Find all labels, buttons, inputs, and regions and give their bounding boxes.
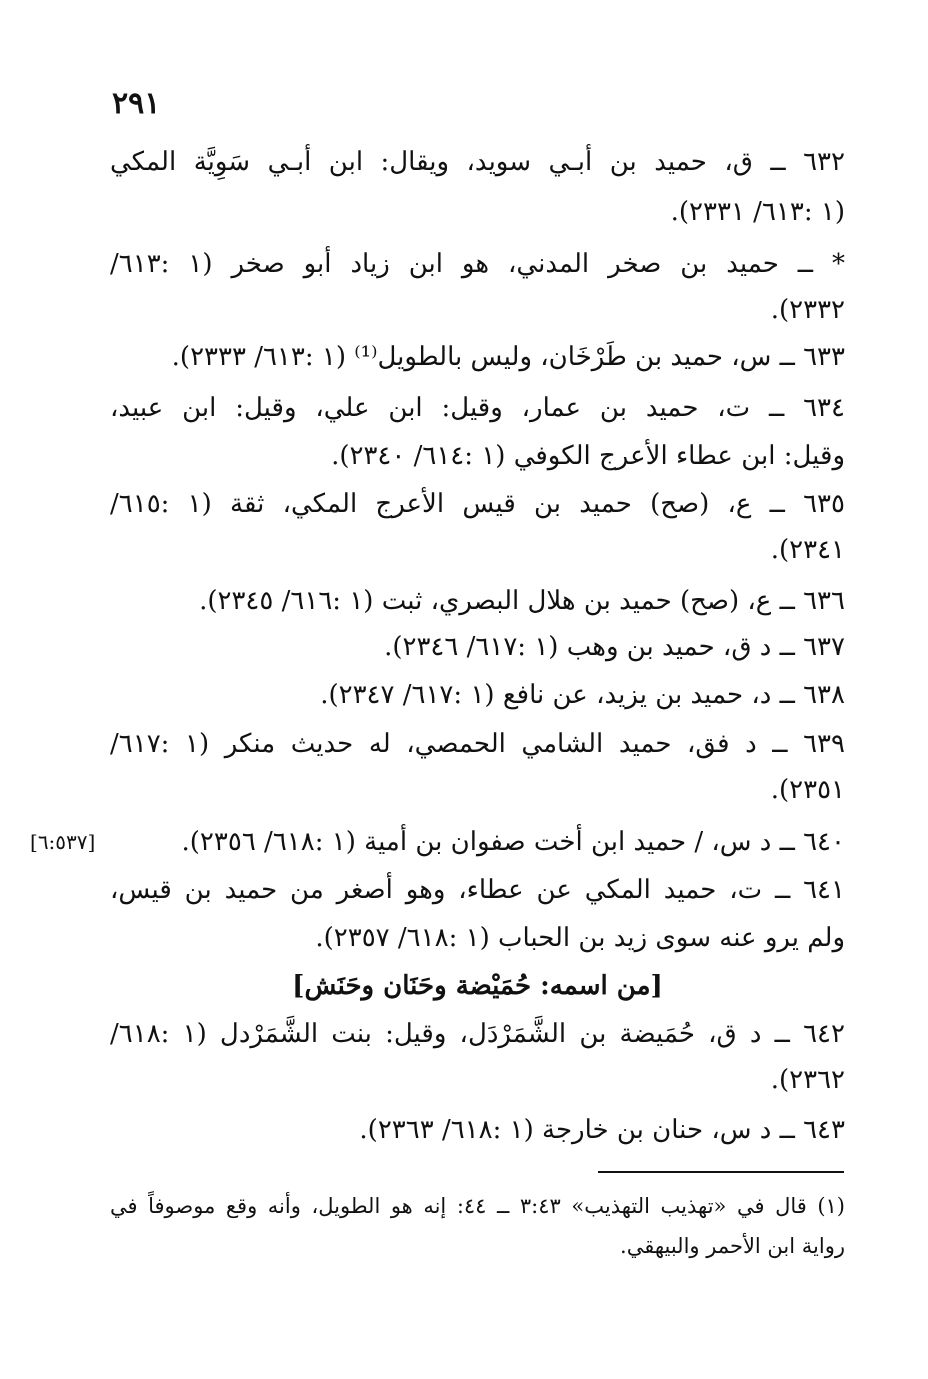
- entry-641-line-2: ولم يرو عنه سوى زيد بن الحباب (١ :٦١٨/ ٢٣٥٧).: [315, 923, 845, 953]
- cross-ref-line-2: ٢٣٣٢).: [770, 295, 845, 325]
- entry-642-line-1: ٦٤٢ ــ د ق، حُمَيضة بن الشَّمَرْدَل، وقيل: بنت الشَّمَرْدل (١ :٦١٨/: [110, 1019, 845, 1049]
- page-number: ٢٩١: [112, 86, 161, 121]
- margin-reference: [٦:٥٣٧]: [30, 830, 96, 854]
- entry-643: ٦٤٣ ــ د س، حنان بن خارجة (١ :٦١٨/ ٢٣٦٣).: [359, 1115, 845, 1145]
- entry-635-line-1: ٦٣٥ ــ ع، (صح) حميد بن قيس الأعرج المكي، ثقة (١ :٦١٥/: [110, 489, 845, 519]
- entry-632-line-1: ٦٣٢ ــ ق، حميد بن أبـي سويد، ويقال: ابن أبـي سَوِيَّة المكي: [110, 147, 845, 177]
- entry-639-line-1: ٦٣٩ ــ د فق، حميد الشامي الحمصي، له حديث منكر (١ :٦١٧/: [110, 729, 845, 759]
- cross-ref-line-1: * ــ حميد بن صخر المدني، هو ابن زياد أبو صخر (١ :٦١٣/: [110, 249, 845, 279]
- entry-634-line-2: وقيل: ابن عطاء الأعرج الكوفي (١ :٦١٤/ ٢٣٤٠).: [331, 441, 845, 471]
- footnote-separator: [598, 1171, 844, 1173]
- section-heading: [من اسمه: حُمَيْضة وحَنَان وحَنَش]: [292, 971, 663, 1001]
- entry-634-line-1: ٦٣٤ ــ ت، حميد بن عمار، وقيل: ابن علي، وقيل: ابن عبيد،: [110, 393, 845, 423]
- entry-635-line-2: ٢٣٤١).: [770, 535, 845, 565]
- entry-641-line-1: ٦٤١ ــ ت، حميد المكي عن عطاء، وهو أصغر من حميد بن قيس،: [110, 875, 845, 905]
- footnote-line-2: رواية ابن الأحمر والبيهقي.: [620, 1234, 845, 1258]
- entry-637: ٦٣٧ ــ د ق، حميد بن وهب (١ :٦١٧/ ٢٣٤٦).: [384, 632, 845, 662]
- entry-633: ٦٣٣ ــ س، حميد بن طَرْخَان، وليس بالطويل⁽¹⁾ (١ :٦١٣/ ٢٣٣٣).: [171, 342, 845, 372]
- entry-642-line-2: ٢٣٦٢).: [770, 1065, 845, 1095]
- entry-638: ٦٣٨ ــ د، حميد بن يزيد، عن نافع (١ :٦١٧/ ٢٣٤٧).: [320, 680, 845, 710]
- entry-640: ٦٤٠ ــ د س، / حميد ابن أخت صفوان بن أمية (١ :٦١٨/ ٢٣٥٦).: [181, 827, 845, 857]
- footnote-line-1: (١) قال في «تهذيب التهذيب» ٣:٤٣ ــ ٤٤: إنه هو الطويل، وأنه وقع موصوفاً في: [110, 1194, 845, 1218]
- entry-639-line-2: ٢٣٥١).: [770, 775, 845, 805]
- entry-636: ٦٣٦ ــ ع، (صح) حميد بن هلال البصري، ثبت (١ :٦١٦/ ٢٣٤٥).: [199, 586, 845, 616]
- entry-632-line-2: (١ :٦١٣/ ٢٣٣١).: [670, 197, 845, 227]
